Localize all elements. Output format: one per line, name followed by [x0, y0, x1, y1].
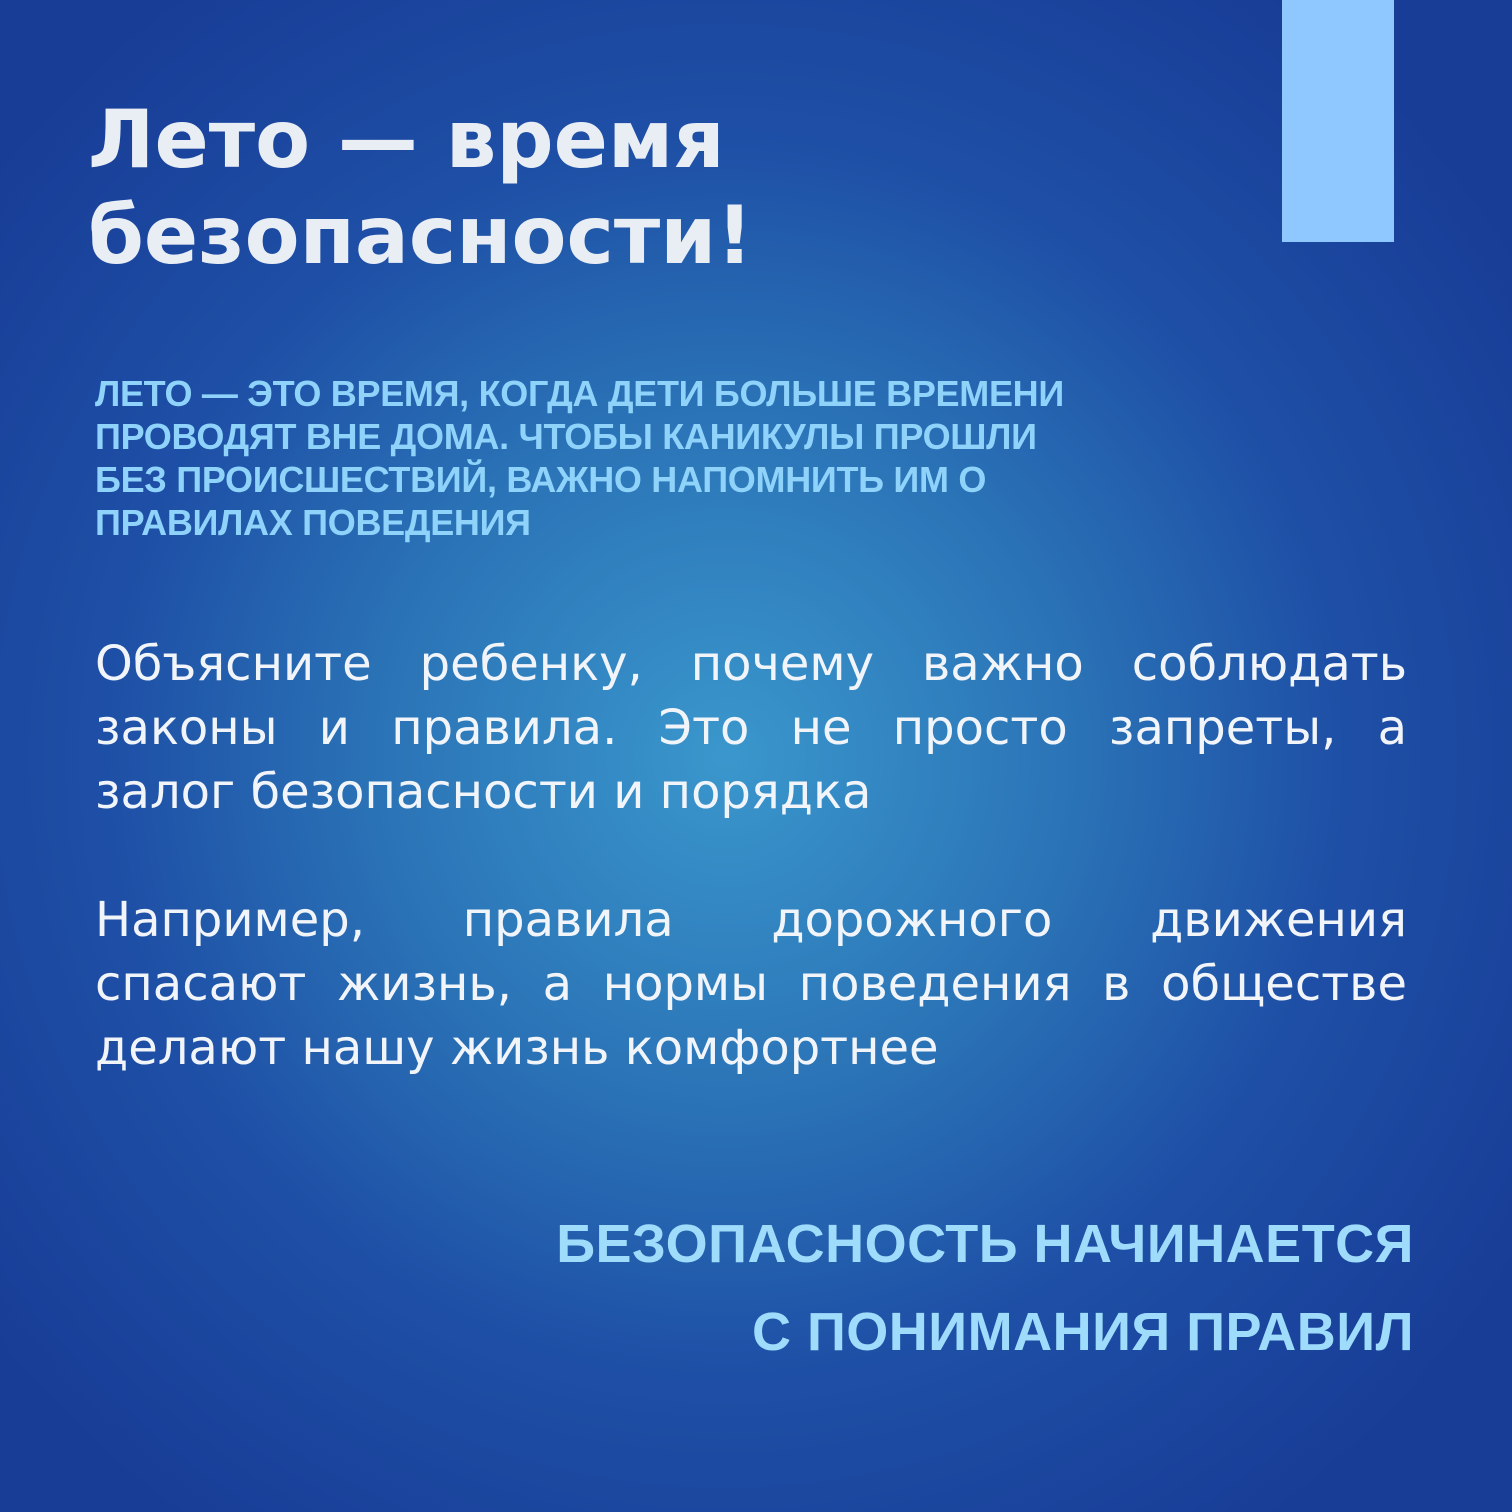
- paragraph-line: делают нашу жизнь комфортнее: [95, 1020, 939, 1076]
- paragraph-line: законы и правила. Это не просто запреты, а: [95, 700, 1407, 756]
- closing-slogan: [556, 1200, 1414, 1376]
- intro-line: ПРАВИЛАХ ПОВЕДЕНИЯ: [95, 502, 531, 543]
- body-paragraph-rules: [95, 632, 1407, 824]
- paragraph-line: спасают жизнь, а нормы поведения в обществе: [95, 956, 1407, 1012]
- paragraph-line: Объясните ребенку, почему важно соблюдать: [95, 636, 1407, 692]
- intro-line: ЛЕТО — ЭТО ВРЕМЯ, КОГДА ДЕТИ БОЛЬШЕ ВРЕМЕНИ: [95, 373, 1064, 414]
- paragraph-line: Например, правила дорожного движения: [95, 892, 1407, 948]
- intro-line: БЕЗ ПРОИСШЕСТВИЙ, ВАЖНО НАПОМНИТЬ ИМ О: [95, 459, 987, 500]
- intro-text: [95, 372, 1095, 544]
- accent-bar: [1282, 0, 1394, 242]
- slide-title: [88, 92, 753, 284]
- slogan-line: С ПОНИМАНИЯ ПРАВИЛ: [751, 1302, 1414, 1362]
- title-line: безопасности!: [88, 189, 753, 282]
- slogan-line: БЕЗОПАСНОСТЬ НАЧИНАЕТСЯ: [556, 1214, 1414, 1274]
- intro-line: ПРОВОДЯТ ВНЕ ДОМА. ЧТОБЫ КАНИКУЛЫ ПРОШЛИ: [95, 416, 1037, 457]
- title-line: Лето — время: [88, 93, 725, 186]
- body-paragraph-example: [95, 888, 1407, 1080]
- paragraph-line: залог безопасности и порядка: [95, 764, 872, 820]
